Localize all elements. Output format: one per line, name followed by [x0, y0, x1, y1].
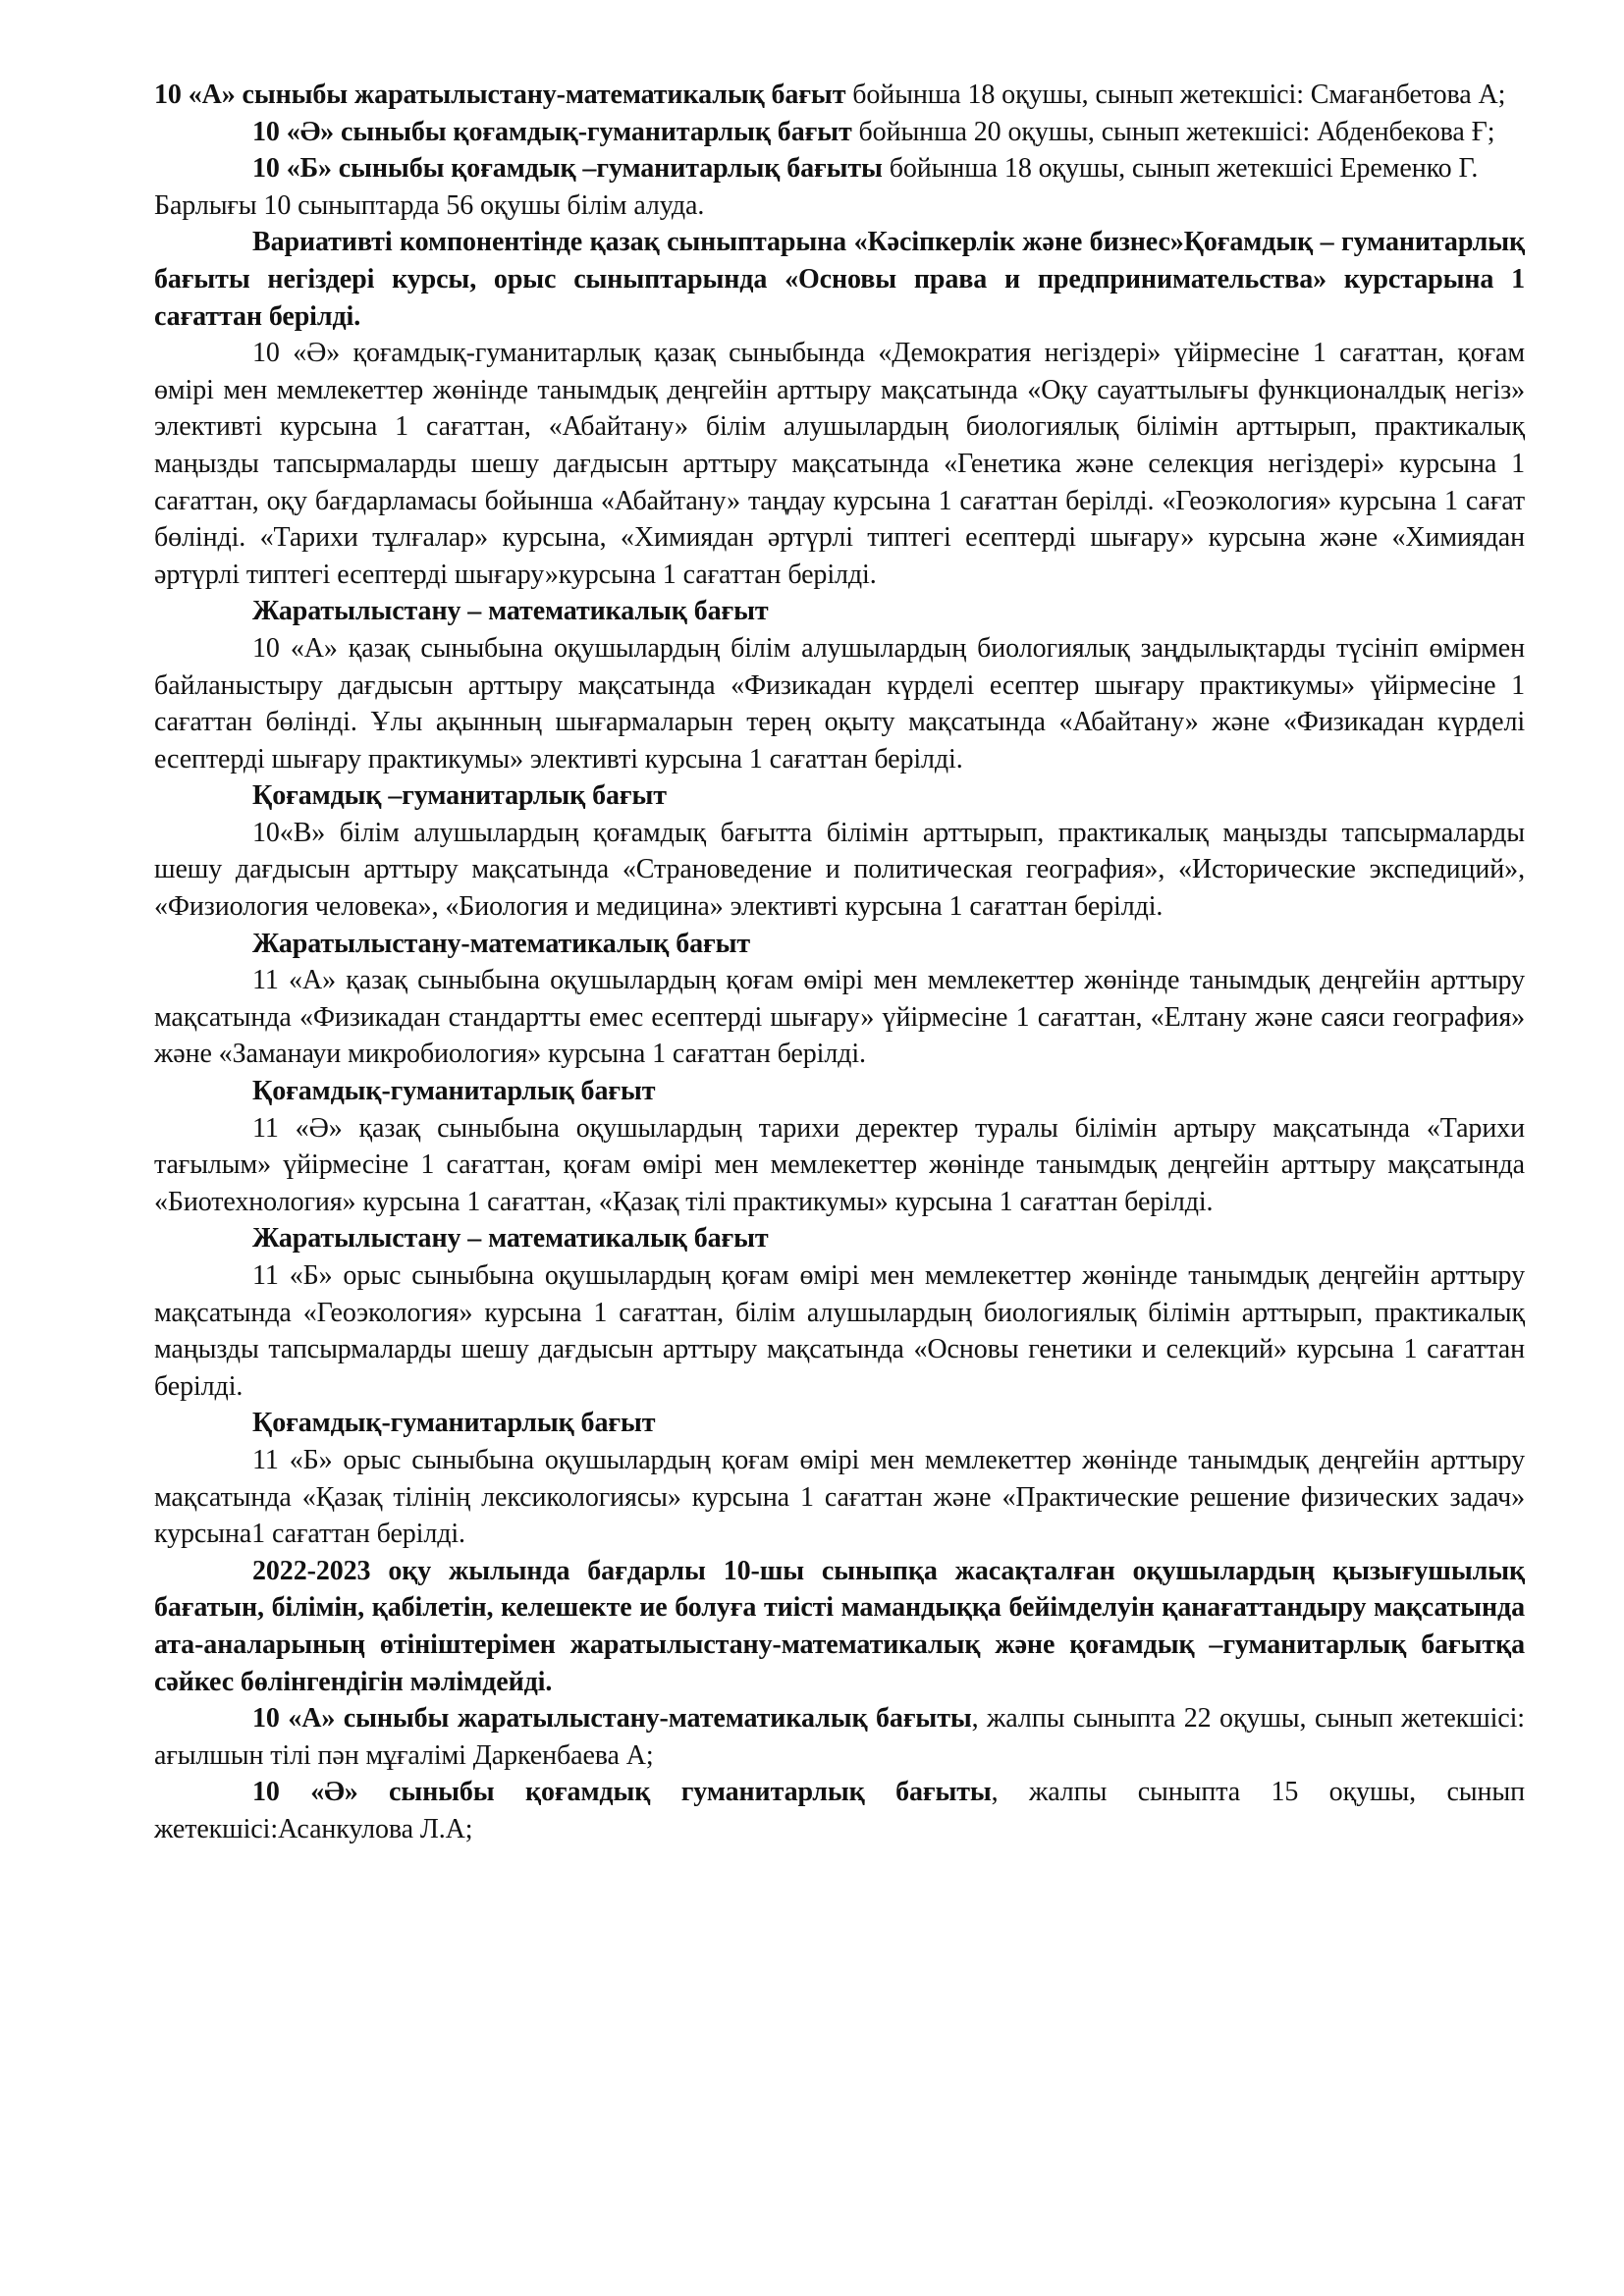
- paragraph-total-students: [154, 187, 1525, 225]
- paragraph-11a-electives: [154, 962, 1525, 1073]
- paragraph-text: 10«В» білім алушылардың қоғамдық бағытта білімін арттырып, практикалық маңызды тапсырмаларды шешу дағдысын арттыру мақсатында «Страноведение и политическая география», «Исторические экспедиций», «Физиология человека», «Биология и медицина» элективті курсына 1 сағаттан берілді.: [154, 817, 1525, 923]
- paragraph-text: , жалпы сыныпта 22 оқушы, сынып жетекшісі: ағылшын тілі пән мұғалімі Даркенбаева А;: [154, 1703, 1525, 1771]
- heading-text: Қоғамдық-гуманитарлық бағыт: [252, 1076, 656, 1107]
- paragraph-2022-2023-statement: [154, 1553, 1525, 1700]
- paragraph-text: бойынша 18 оқушы, сынып жетекшісі: Смағанбетова А;: [845, 80, 1506, 110]
- bold-lead: 2022-2023 оқу жылында бағдарлы 10-шы сыныпқа жасақталған оқушылардың қызығушылық бағатын, білімін, қабілетін, келешекте ие болуға тиісті мамандыққа бейімделуін қанағаттандыру мақсатында ата-аналарының өтініштерімен жаратылыстану-математикалық және қоғамдық –гуманитарлық бағытқа сәйкес бөлінгендігін мәлімдейді.: [154, 1555, 1525, 1697]
- heading-text: Қоғамдық –гуманитарлық бағыт: [252, 780, 667, 812]
- heading-text: Қоғамдық-гуманитарлық бағыт: [252, 1408, 656, 1439]
- bold-lead: Вариативті компонентінде қазақ сыныптарына «Кәсіпкерлік және бизнес»Қоғамдық – гуманитарлық бағыты негіздері курсы, орыс сыныптарында «Основы права и предпринимательства» курстарына 1 сағаттан берілді.: [154, 227, 1525, 332]
- paragraph-text: 10 «А» қазақ сыныбына оқушылардың білім алушылардың биологиялық заңдылықтарды түсініп өмірмен байланыстыру дағдысын арттыру мақсатында «Физикадан күрделі есептер шығару практикумы» үйірмесіне 1 сағаттан бөлінді. Ұлы ақынның шығармаларын терең оқыту мақсатында «Абайтану» және «Физикадан күрделі есептерді шығару практикумы» элективті курсына 1 сағаттан берілді.: [154, 632, 1525, 774]
- paragraph-text: бойынша 20 оқушы, сынып жетекшісі: Абденбекова Ғ;: [851, 116, 1495, 147]
- paragraph-text: 11 «А» қазақ сыныбына оқушылардың қоғам өмірі мен мемлекеттер жөнінде танымдық деңгейін арттыру мақсатында «Физикадан стандартты емес есептерді шығару» үйірмесіне 1 сағаттан, «Елтану және саяси география» және «Заманауи микробиология» курсына 1 сағаттан берілді.: [154, 965, 1525, 1070]
- paragraph-text: Барлығы 10 сыныптарда 56 оқушы білім алуда.: [154, 189, 705, 221]
- paragraph-10v-electives: [154, 815, 1525, 926]
- paragraph-text: 11 «Б» орыс сыныбына оқушылардың қоғам өмірі мен мемлекеттер жөнінде танымдық деңгейін арттыру мақсатында «Геоэкология» курсына 1 сағаттан, білім алушылардың биологиялық білімін арттырып, практикалық маңызды тапсырмаларды шешу дағдысын арттыру мақсатында «Основы генетики и селекций» курсына 1 сағаттан берілді.: [154, 1260, 1525, 1402]
- paragraph-10a-class-info: [154, 77, 1525, 114]
- section-heading: [154, 1073, 1525, 1110]
- heading-text: Жаратылыстану – математикалық бағыт: [252, 1223, 769, 1255]
- section-heading: [154, 1405, 1525, 1442]
- section-heading: [154, 593, 1525, 630]
- section-heading: [154, 926, 1525, 963]
- paragraph-text: бойынша 18 оқушы, сынып жетекшісі Еременко Г.: [882, 153, 1479, 185]
- bold-lead: 10 «Б» сыныбы қоғамдық –гуманитарлық бағыты: [252, 153, 883, 185]
- paragraph-10ae-class-2022: [154, 1774, 1525, 1847]
- section-heading: [154, 777, 1525, 815]
- paragraph-11b-natural-electives: [154, 1257, 1525, 1405]
- paragraph-10a-class-2022: [154, 1700, 1525, 1774]
- bold-lead: 10 «Ә» сыныбы қоғамдық-гуманитарлық бағыт: [252, 116, 852, 147]
- paragraph-text: 10 «Ә» қоғамдық-гуманитарлық қазақ сыныбында «Демократия негіздері» үйірмесіне 1 сағаттан, қоғам өмірі мен мемлекеттер жөнінде танымдық деңгейін арттыру мақсатында «Оқу сауаттылығы функционалдық негіз» элективті курсына 1 сағаттан, «Абайтану» білім алушылардың биологиялық білімін арттырып, практикалық маңызды тапсырмаларды шешу дағдысын арттыру мақсатында «Генетика және селекция негіздері» курсына 1 сағаттан, оқу бағдарламасы бойынша «Абайтану» таңдау курсына 1 сағаттан берілді. «Геоэкология» курсына 1 сағат бөлінді. «Тарихи тұлғалар» курсына, «Химиядан әртүрлі типтегі есептерді шығару» курсына және «Химиядан әртүрлі типтегі есептерді шығару»курсына 1 сағаттан берілді.: [154, 338, 1525, 590]
- paragraph-10ae-electives: [154, 335, 1525, 593]
- bold-lead: 10 «А» сыныбы жаратылыстану-математикалық бағыты: [252, 1703, 972, 1735]
- paragraph-text: , жалпы сыныпта 15 оқушы, сынып жетекшісі:Асанкулова Л.А;: [154, 1777, 1525, 1844]
- paragraph-variative-component: [154, 224, 1525, 335]
- section-heading: [154, 1220, 1525, 1257]
- paragraph-10ae-class-info: [154, 114, 1525, 151]
- paragraph-10b-class-info: [154, 150, 1525, 187]
- document-page: [154, 77, 1525, 1848]
- paragraph-11ae-electives: [154, 1110, 1525, 1221]
- bold-lead: 10 «А» сыныбы жаратылыстану-математикалық бағыт: [154, 80, 846, 110]
- paragraph-text: 11 «Ә» қазақ сыныбына оқушылардың тарихи деректер туралы білімін артыру мақсатында «Тарихи тағылым» үйірмесіне 1 сағаттан, қоғам өмірі мен мемлекеттер жөнінде танымдық деңгейін арттыру мақсатында «Биотехнология» курсына 1 сағаттан, «Қазақ тілі практикумы» курсына 1 сағаттан берілді.: [154, 1112, 1525, 1217]
- paragraph-10a-electives: [154, 630, 1525, 777]
- paragraph-text: 11 «Б» орыс сыныбына оқушылардың қоғам өмірі мен мемлекеттер жөнінде танымдық деңгейін арттыру мақсатында «Қазақ тілінің лексикологиясы» курсына 1 сағаттан және «Практические решение физических задач» курсына1 сағаттан берілді.: [154, 1444, 1525, 1550]
- bold-lead: 10 «Ә» сыныбы қоғамдық гуманитарлық бағыты: [252, 1777, 992, 1808]
- heading-text: Жаратылыстану-математикалық бағыт: [252, 928, 751, 959]
- heading-text: Жаратылыстану – математикалық бағыт: [252, 596, 769, 627]
- paragraph-11b-social-electives: [154, 1442, 1525, 1553]
